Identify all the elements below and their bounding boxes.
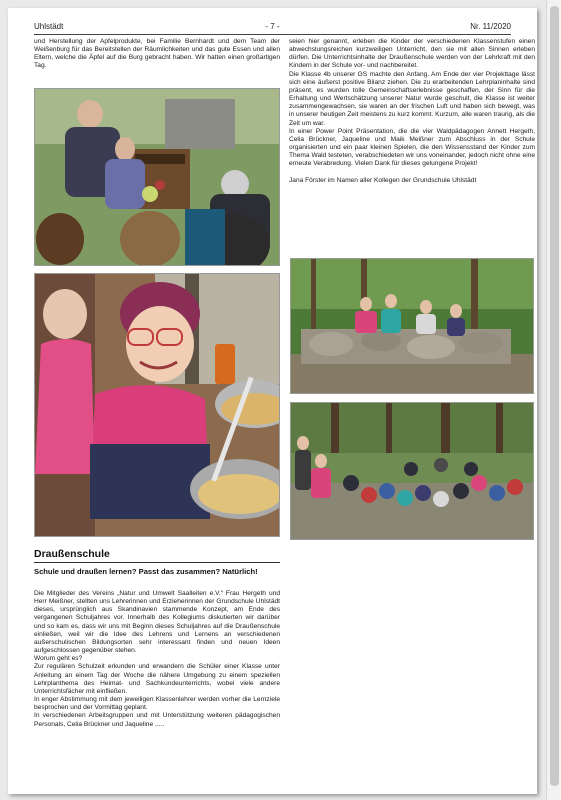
article-paragraph-5: In verschiedenen Arbeitsgruppen und mit Unterstützung weiteren pädagogischen Personals, Celia Brückner und Jaqueline ..... [34, 712, 280, 728]
newspaper-page [8, 8, 537, 794]
photo-forest-group [290, 402, 534, 540]
article-title-rule [34, 562, 280, 563]
article-paragraph-1: Die Mitglieder des Vereins „Natur und Umwelt Saalleiten e.V.“ Frau Hergeth und Herr Meißner, stellten uns Lehrerinnen und Erzieherinnen der Grundschule Uhlstädt dieses, ursprünglich aus Skandinavien stammende Konzept, am Ende des vergangenen Schuljahres vor. Innerhalb des Kollegiums diskutierten wir darüber und so kam es, dass wir uns mit Beginn dieses Schuljahres auf die Draußenschule einließen, weil wir die Idee des Lehrens und Lernens an verschiedenen außerschulischen Bildungsorten sehr interessant finden und neuen Ideen aufgeschlossen gegenüber stehen. [34, 590, 280, 655]
photo-girl-cooking [34, 273, 280, 537]
left-intro-text [34, 38, 280, 71]
article-subtitle: Schule und draußen lernen? Passt das zusammen? Natürlich! [34, 567, 258, 576]
scrollbar-thumb[interactable] [550, 6, 559, 786]
header-page-number: - 7 - [265, 22, 280, 31]
stone-wall-image [291, 259, 533, 393]
header-rule [34, 34, 511, 35]
photo-stone-wall [290, 258, 534, 394]
article-title: Draußenschule [34, 548, 110, 560]
right-paragraph-3: In einer Power Point Präsentation, die die vier Waldpädagogen Annett Hergeth, Celia Brückner, Jaqueline und Maik Meißner zum Abschluss in der Schule organisierten und ein paar kleinen Spielen, die den Wissensstand der Kinder zum Thema Wald testeten, verabschiedeten wir uns voneinander, jedoch nicht ohne eine erneute Verabredung. Vielen Dank für dieses gelungene Projekt! [289, 127, 535, 168]
right-paragraph-2: Die Klasse 4b unserer GS machte den Anfang. Am Ende der vier Projekttage lässt sich eine äußerst positive Bilanz ziehen. Die zu erarbeitenden Lehrplaninhalte sind präsent, es wurden tolle Gemeinschaftserlebnisse geschaffen, der Sinn für die Erhaltung und Wertschätzung unserer Natur wurde geschult, die Klasse ist weiter zusammengewachsen, sie waren an der frischen Luft und haben sich bewegt, was in unserer heutigen Zeit meistens zu kurz kommt. Kurzum, alle waren traurig, als die Zeit um war. [289, 70, 535, 127]
signature: Jana Förster im Namen aller Kollegen der Grundschule Uhlstädt [289, 176, 477, 184]
right-paragraph-1: seien hier genannt, erleben die Kinder der verschiedenen Klassenstufen einen abwechslungsreichen kurzweiligen Unterricht, den sie mit allen Sinnen erleben dürfen. Die Unterrichtsinhalte der Draußenschule werden von der Lehrkraft mit den Kindern in der Schule vor- und nachbereitet. [289, 38, 535, 70]
article-paragraph-2: Worum geht es? [34, 655, 83, 663]
forest-group-image [291, 403, 533, 539]
photo-apple-press [34, 88, 280, 266]
header-town: Uhlstädt [34, 22, 64, 31]
article-paragraph-4: In enger Abstimmung mit dem jeweiligen Klassenlehrer werden vorher die Lernziele besprochen und der Vormittag geplant. [34, 696, 280, 712]
page-header [34, 22, 511, 34]
right-column-text [289, 38, 535, 185]
article-paragraph-3: Zur regulären Schulzeit erkunden und erwandern die Schüler einer Klasse unter Anleitung an einem Tag der Woche die nähere Umgebung zu einem speziellen Lehrplanthema des Heimat- und Sachkundeunterrichts, wobei viele andere Unterrichtsfächer mit einfließen. [34, 663, 280, 695]
girl-cooking-image [35, 274, 279, 536]
page-scrollbar[interactable] [546, 0, 561, 800]
apple-press-image [35, 89, 279, 265]
left-intro-paragraph: und Herstellung der Apfelprodukte, bei Familie Bernhardt und dem Team der Weißenburg für das Bereitstellen der Räumlichkeiten und das gute Essen und allen Eltern, welche die Äpfel auf die Burg gebracht haben. Wir hatten einen großartigen Tag. [34, 38, 280, 70]
header-issue: Nr. 11/2020 [470, 22, 511, 31]
article-body [34, 590, 280, 729]
